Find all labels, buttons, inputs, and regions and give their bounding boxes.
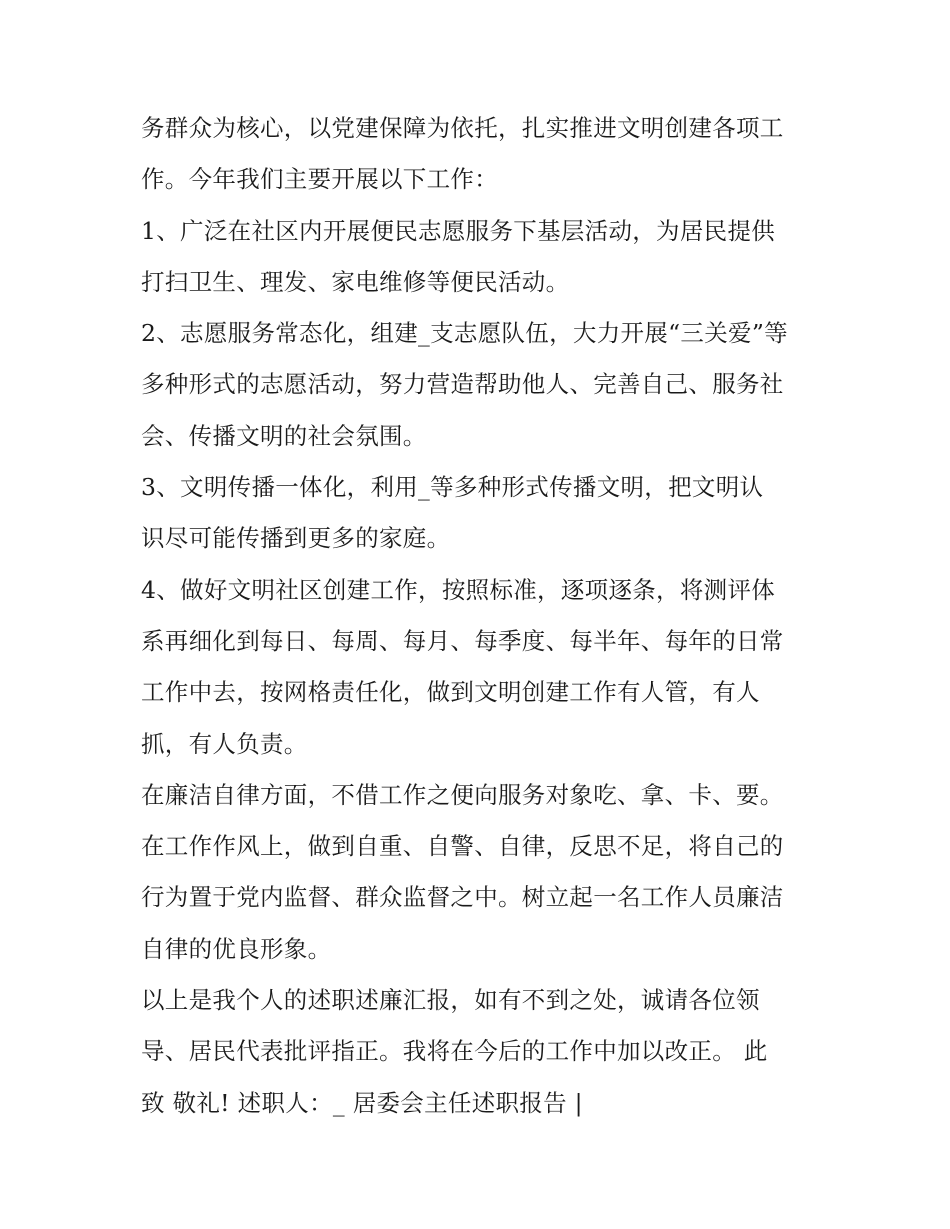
text-line: 工作中去，按网格责任化，做到文明创建工作有人管，有人	[141, 678, 760, 707]
text-line: 行为置于党内监督、群众监督之中。树立起一名工作人员廉洁	[141, 883, 784, 912]
text-line: 3、文明传播一体化，利用_等多种形式传播文明，把文明认	[141, 473, 764, 502]
text-line: 系再细化到每日、每周、每月、每季度、每半年、每年的日常	[141, 626, 784, 655]
text-line: 4、做好文明社区创建工作，按照标准，逐项逐条，将测评体	[141, 575, 776, 604]
text-line: 打扫卫生、理发、家电维修等便民活动。	[141, 267, 570, 296]
text-line: 2、志愿服务常态化，组建_支志愿队伍，大力开展“三关爱”等	[141, 319, 788, 348]
text-line: 以上是我个人的述职述廉汇报，如有不到之处，诚请各位领	[141, 986, 760, 1015]
text-line: 作。今年我们主要开展以下工作：	[141, 165, 498, 194]
text-line: 会、传播文明的社会氛围。	[141, 421, 427, 450]
text-line: 自律的优良形象。	[141, 934, 332, 963]
text-line: 多种形式的志愿活动，努力营造帮助他人、完善自己、服务社	[141, 370, 784, 399]
text-line: 务群众为核心，以党建保障为依托，扎实推进文明创建各项工	[141, 114, 784, 142]
text-line: 识尽可能传播到更多的家庭。	[141, 524, 451, 553]
text-line: 致 敬礼! 述职人：_ 居委会主任述职报告 |	[141, 1088, 583, 1117]
text-line: 抓，有人负责。	[141, 729, 308, 758]
text-line: 导、居民代表批评指正。我将在今后的工作中加以改正。 此	[141, 1037, 768, 1066]
document-body	[141, 103, 821, 1129]
text-line: 在廉洁自律方面，不借工作之便向服务对象吃、拿、卡、要。	[141, 780, 784, 809]
text-line: 在工作作风上，做到自重、自警、自律，反思不足，将自己的	[141, 832, 784, 861]
text-line: 1、广泛在社区内开展便民志愿服务下基层活动，为居民提供	[141, 216, 776, 245]
